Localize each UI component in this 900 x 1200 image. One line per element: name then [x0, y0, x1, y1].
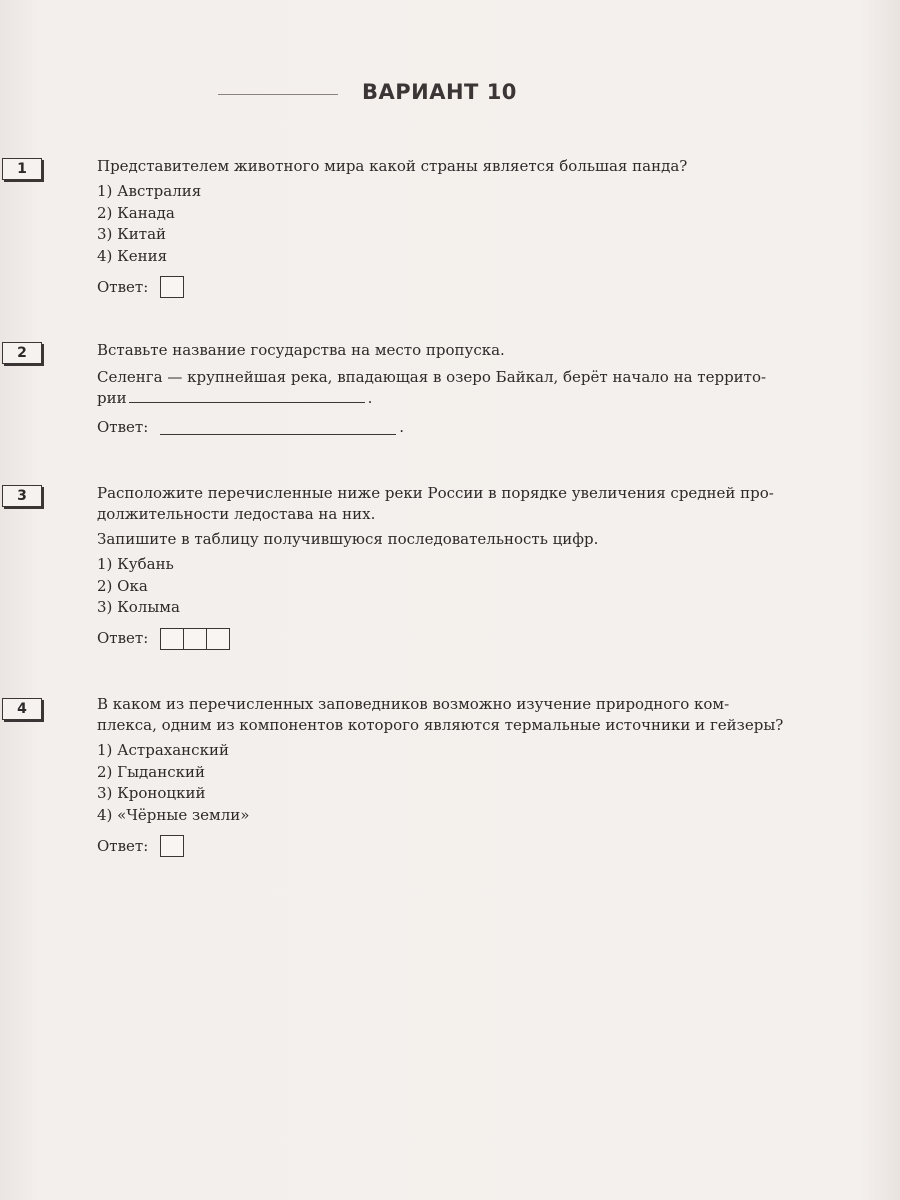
question-3-answer-cells [160, 628, 230, 650]
question-3-text-line-1: Расположите перечисленные ниже реки России в порядке увеличения средней про- [97, 484, 774, 502]
question-3-option-1: 1) Кубань [97, 555, 174, 573]
question-1-option-2: 2) Канада [97, 203, 175, 222]
question-1-answer [97, 275, 809, 299]
question-3-answer-cell-1[interactable] [161, 629, 184, 649]
question-4 [97, 694, 809, 858]
question-3-option-2: 2) Ока [97, 576, 148, 595]
question-2-sentence-line-1: Селенга — крупнейшая река, впадающая в озеро Байкал, берёт начало на террито- [97, 368, 767, 386]
question-3-instruction: Запишите в таблицу получившуюся последовательность цифр. [97, 530, 599, 548]
question-4-option-2: 2) Гыданский [97, 762, 205, 781]
question-2-answer [97, 415, 809, 439]
question-1-option-4: 4) Кения [97, 246, 168, 265]
question-3 [97, 483, 809, 651]
answer-label: Ответ: [97, 629, 149, 647]
question-number-4: 4 [2, 698, 42, 720]
question-2 [97, 340, 809, 439]
question-number-3: 3 [2, 485, 42, 507]
question-2-sentence-start: рии [97, 389, 127, 407]
question-3-answer-cell-3[interactable] [207, 629, 229, 649]
question-4-option-1: 1) Астраханский [97, 741, 229, 759]
question-3-answer [97, 627, 809, 651]
question-2-answer-end: . [399, 417, 405, 436]
answer-label: Ответ: [97, 836, 149, 855]
question-2-answer-line[interactable] [160, 420, 396, 435]
question-1-option-1: 1) Австралия [97, 182, 202, 200]
question-1-answer-box[interactable] [160, 276, 184, 298]
question-4-option-3: 3) Кроноцкий [97, 784, 206, 802]
question-2-text: Вставьте название государства на место пропуска. [97, 341, 505, 359]
question-4-text-line-2: плекса, одним из компонентов которого являются термальные источники и гейзеры? [97, 716, 784, 734]
question-2-sentence-line-2 [97, 388, 809, 409]
title-divider [218, 94, 338, 95]
question-4-text-line-1: В каком из перечисленных заповедников возможно изучение природного ком- [97, 695, 730, 713]
question-4-answer [97, 834, 809, 858]
question-1 [97, 156, 809, 299]
question-1-option-3: 3) Китай [97, 225, 167, 243]
answer-label: Ответ: [97, 277, 149, 296]
question-number-2: 2 [2, 342, 42, 364]
question-2-blank-end: . [367, 389, 373, 407]
question-3-answer-cell-2[interactable] [184, 629, 207, 649]
question-2-blank[interactable] [129, 388, 365, 403]
question-number-1: 1 [2, 158, 42, 180]
title-row [0, 80, 900, 112]
question-1-text: Представителем животного мира какой страны является большая панда? [97, 157, 688, 175]
question-4-option-4: 4) «Чёрные земли» [97, 805, 250, 824]
page-title: ВАРИАНТ 10 [362, 80, 517, 104]
answer-label: Ответ: [97, 417, 149, 436]
question-4-answer-box[interactable] [160, 835, 184, 857]
question-3-text-line-2: должительности ледостава на них. [97, 505, 376, 523]
question-3-option-3: 3) Колыма [97, 598, 180, 616]
